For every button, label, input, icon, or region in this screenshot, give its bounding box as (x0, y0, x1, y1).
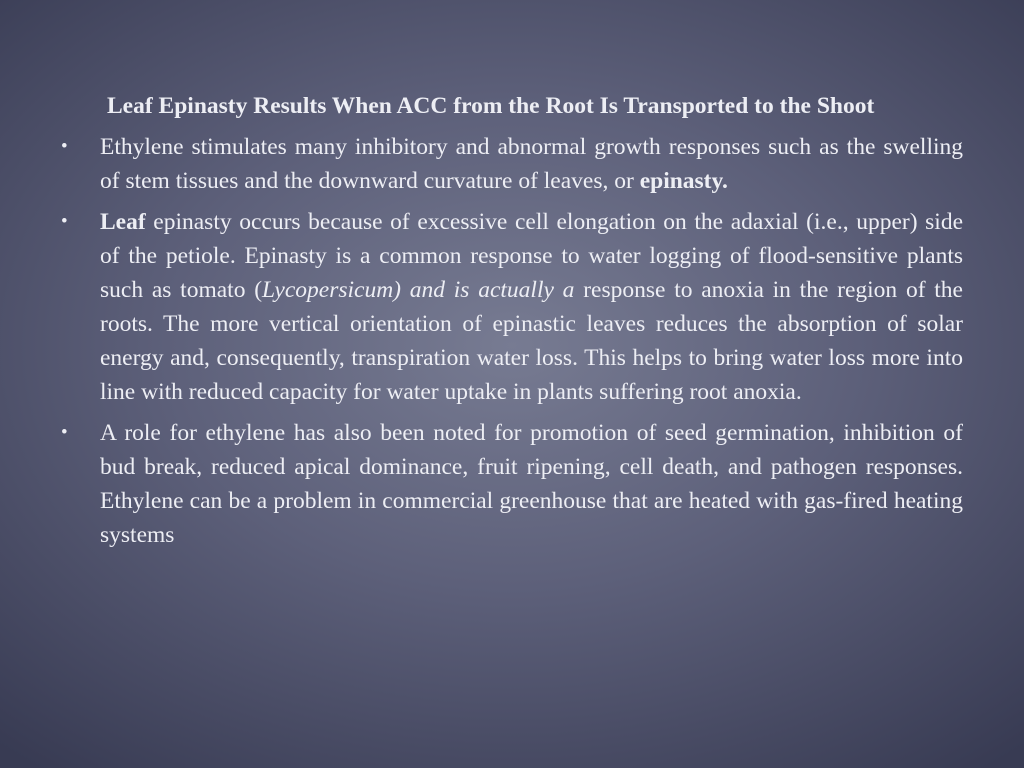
slide-heading: Leaf Epinasty Results When ACC from the Root Is Transported to the Shoot (107, 93, 875, 119)
bullet-bold-term: Leaf (100, 209, 146, 235)
bullet-text: epinasty occurs because of excessive cell elongation on the adaxial (i.e., upper) side of the petiole. Epinasty is a common response to water logging of flood-sensitive plants such as tomato ( (100, 209, 963, 303)
bullet-item-ethylene-roles (61, 416, 963, 552)
bullet-text: Ethylene stimulates many inhibitory and abnormal growth responses such as the swelling of stem tissues and the downward curvature of leaves, or (100, 134, 963, 194)
bullet-text-continued: response to anoxia in the region of the roots. The more vertical orientation of epinastic leaves reduces the absorption of solar energy and, consequently, transpiration water loss. This helps to bring water loss more into line with reduced capacity for water uptake in plants suffering root anoxia. (100, 277, 963, 405)
bullet-icon: • (61, 136, 68, 157)
bullet-bold-term: epinasty. (639, 168, 728, 194)
bullet-item-leaf-epinasty (61, 205, 963, 409)
bullet-text: A role for ethylene has also been noted for promotion of seed germination, inhibition of bud break, reduced apical dominance, fruit ripening, cell death, and pathogen responses. Ethylene can be a problem in commercial greenhouse that are heated with gas-fired heating systems (100, 420, 963, 548)
bullet-italic-text: Lycopersicum) and is actually a (262, 277, 575, 303)
bullet-icon: • (61, 422, 68, 443)
slide-content (61, 89, 963, 559)
bullet-item-ethylene-responses (61, 130, 963, 198)
bullet-icon: • (61, 211, 68, 232)
